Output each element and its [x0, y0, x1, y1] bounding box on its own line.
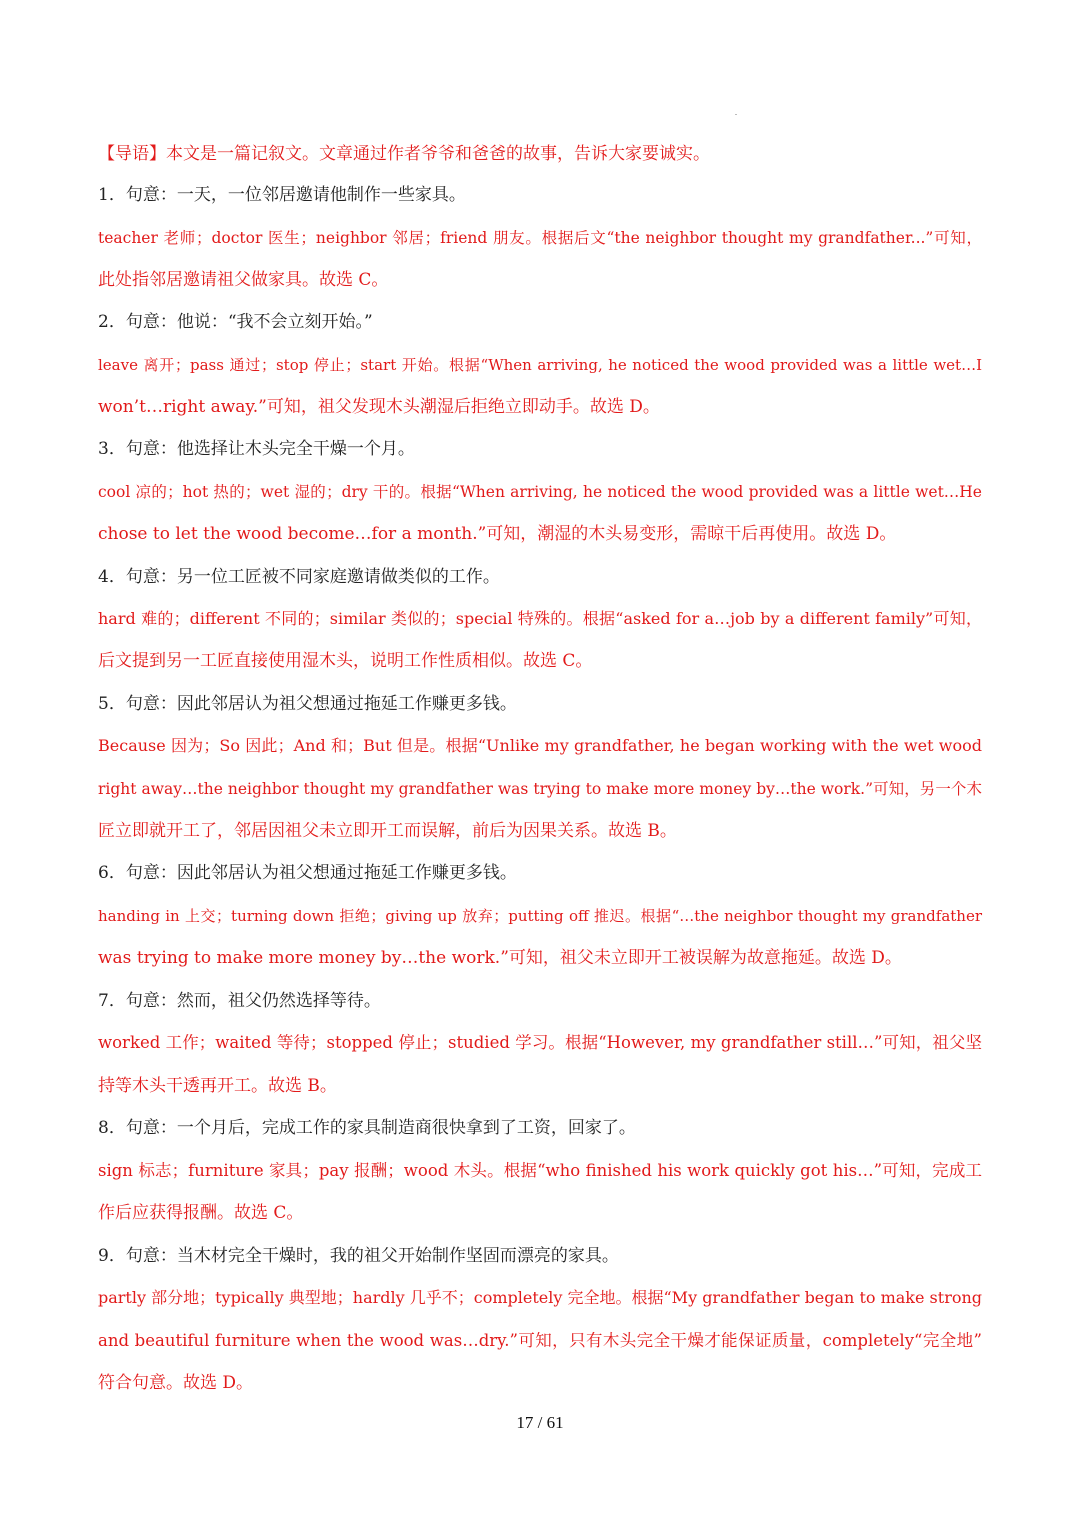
item-5-sentence: 5．句意：因此邻居认为祖父想通过拖延工作赚更多钱。 — [98, 694, 517, 714]
item-9-sentence: 9．句意：当木材完全干燥时，我的祖父开始制作坚固而漂亮的家具。 — [98, 1246, 619, 1266]
item-4-answer-line: hard 难的；different 不同的；similar 类似的；special 特殊的。根据“asked for a…job by a different family”可知， — [98, 609, 982, 628]
item-5-answer-line: Because 因为；So 因此；And 和；But 但是。根据“Unlike my grandfather, he began working with the wet wood — [98, 736, 982, 755]
item-2-answer-line: leave 离开；pass 通过；stop 停止；start 开始。根据“When arriving, he noticed the wood provided was a little wet…I — [98, 356, 982, 374]
item-5-answer-line: right away…the neighbor thought my grandfather was trying to make more money by…the work.”可知，另一个木 — [98, 780, 982, 798]
item-7-answer-line: 持等木头干透再开工。故选 B。 — [98, 1076, 337, 1096]
item-1-sentence: 1．句意：一天，一位邻居邀请他制作一些家具。 — [98, 185, 466, 205]
item-9-answer-line: partly 部分地；typically 典型地；hardly 几乎不；completely 完全地。根据“My grandfather began to make strong — [98, 1288, 983, 1307]
item-6-answer-line: handing in 上交；turning down 拒绝；giving up 放弃；putting off 推迟。根据“…the neighbor thought my grandfather — [98, 907, 982, 925]
item-7-sentence: 7．句意：然而，祖父仍然选择等待。 — [98, 991, 381, 1011]
item-4-answer-line: 后文提到另一工匠直接使用湿木头，说明工作性质相似。故选 C。 — [98, 651, 593, 671]
item-4-sentence: 4．句意：另一位工匠被不同家庭邀请做类似的工作。 — [98, 567, 500, 587]
item-1-answer-line: teacher 老师；doctor 医生；neighbor 邻居；friend 朋友。根据后文“the neighbor thought my grandfather...”可知， — [98, 229, 982, 247]
item-3-sentence: 3．句意：他选择让木头完全干燥一个月。 — [98, 439, 415, 459]
item-2-sentence: 2．句意：他说：“我不会立刻开始。” — [98, 312, 373, 332]
item-5-answer-line: 匠立即就开工了，邻居因祖父未立即开工而误解，前后为因果关系。故选 B。 — [98, 821, 677, 841]
item-3-answer-line: chose to let the wood become…for a month.”可知，潮湿的木头易变形，需晾干后再使用。故选 D。 — [98, 524, 897, 544]
page-number: 17 / 61 — [516, 1413, 564, 1432]
item-6-answer-line: was trying to make more money by…the work.”可知，祖父未立即开工被误解为故意拖延。故选 D。 — [98, 948, 902, 968]
scan-speck — [735, 114, 737, 115]
item-2-answer-line: won’t…right away.”可知，祖父发现木头潮湿后拒绝立即动手。故选 D。 — [98, 397, 660, 417]
item-8-answer-line: 作后应获得报酬。故选 C。 — [98, 1203, 304, 1223]
item-3-answer-line: cool 凉的；hot 热的；wet 湿的；dry 干的。根据“When arriving, he noticed the wood provided was a little wet…He — [98, 483, 982, 501]
intro-line: 【导语】本文是一篇记叙文。文章通过作者爷爷和爸爸的故事，告诉大家要诚实。 — [98, 144, 710, 164]
item-9-answer-line: 符合句意。故选 D。 — [98, 1373, 254, 1393]
item-8-sentence: 8．句意：一个月后，完成工作的家具制造商很快拿到了工资，回家了。 — [98, 1118, 636, 1138]
item-8-answer-line: sign 标志；furniture 家具；pay 报酬；wood 木头。根据“who finished his work quickly got his…”可知，完成工 — [98, 1161, 982, 1180]
item-1-answer-line: 此处指邻居邀请祖父做家具。故选 C。 — [98, 270, 389, 290]
item-6-sentence: 6．句意：因此邻居认为祖父想通过拖延工作赚更多钱。 — [98, 863, 517, 883]
item-9-answer-line: and beautiful furniture when the wood was…dry.”可知，只有木头完全干燥才能保证质量，completely“完全地” — [98, 1331, 982, 1350]
item-7-answer-line: worked 工作；waited 等待；stopped 停止；studied 学习。根据“However, my grandfather still…”可知，祖父坚 — [98, 1033, 982, 1052]
